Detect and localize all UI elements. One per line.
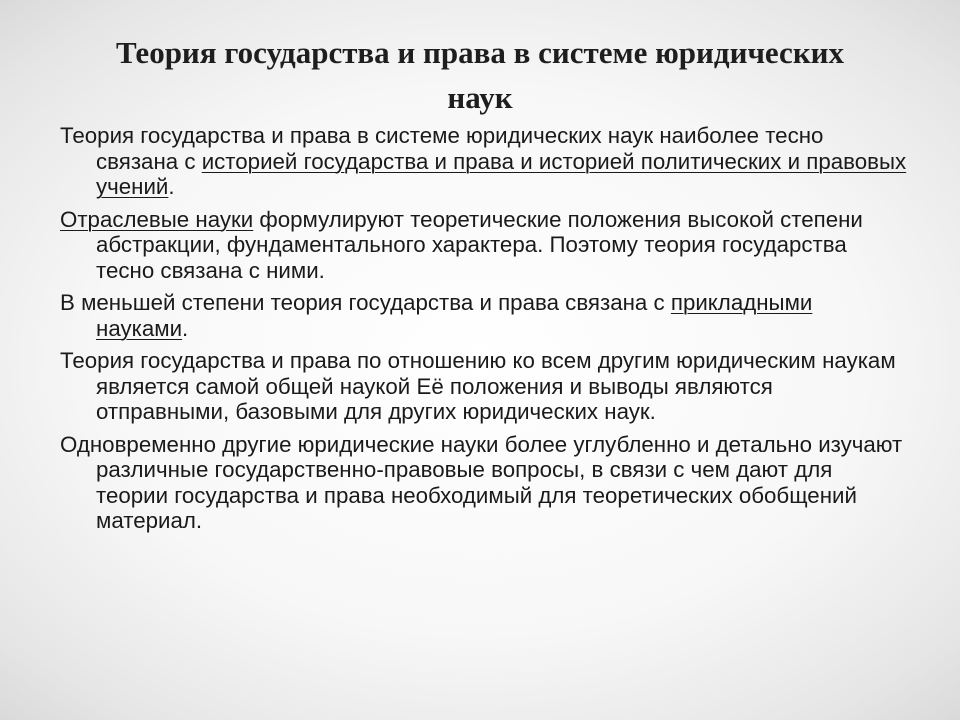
paragraph-text: Одновременно другие юридические науки более углубленно и детально изучают различные государственно-правовые вопросы, в связи с чем дают для теории государства и права необходимый для теоретических обобщений материал. [60, 431, 903, 533]
paragraph-text: Теория государства и права в системе юридических наук наиболее тесно связана с [60, 123, 824, 174]
paragraph-text: . [168, 174, 175, 199]
paragraph-other-sciences [60, 432, 910, 534]
paragraph-history-link [60, 123, 910, 200]
slide-title: Теория государства и права в системе юридических наук [115, 35, 845, 115]
paragraph-branch-sciences [60, 207, 910, 284]
paragraph-text: . [182, 315, 189, 341]
paragraph-text: Теория государства и права по отношению ко всем другим юридическим наукам является самой общей наукой Её положения и выводы являются отправными, базовыми для других юридических наук. [60, 348, 896, 424]
paragraph-text: В меньшей степени теория государства и права связана с [60, 290, 671, 315]
underlined-phrase-branch-sciences: Отраслевые науки [60, 206, 254, 232]
slide-body [60, 123, 910, 541]
underlined-phrase-history: историей государства и права и историей политических и правовых учений [96, 148, 907, 199]
paragraph-applied-sciences [60, 290, 910, 341]
paragraph-general-science [60, 348, 910, 425]
underlined-phrase-applied-sciences: прикладными науками [96, 290, 813, 341]
paragraph-text: формулируют теоретические положения высокой степени абстракции, фундаментального характера. Поэтому теория государства тесно связана с ними. [96, 206, 863, 283]
